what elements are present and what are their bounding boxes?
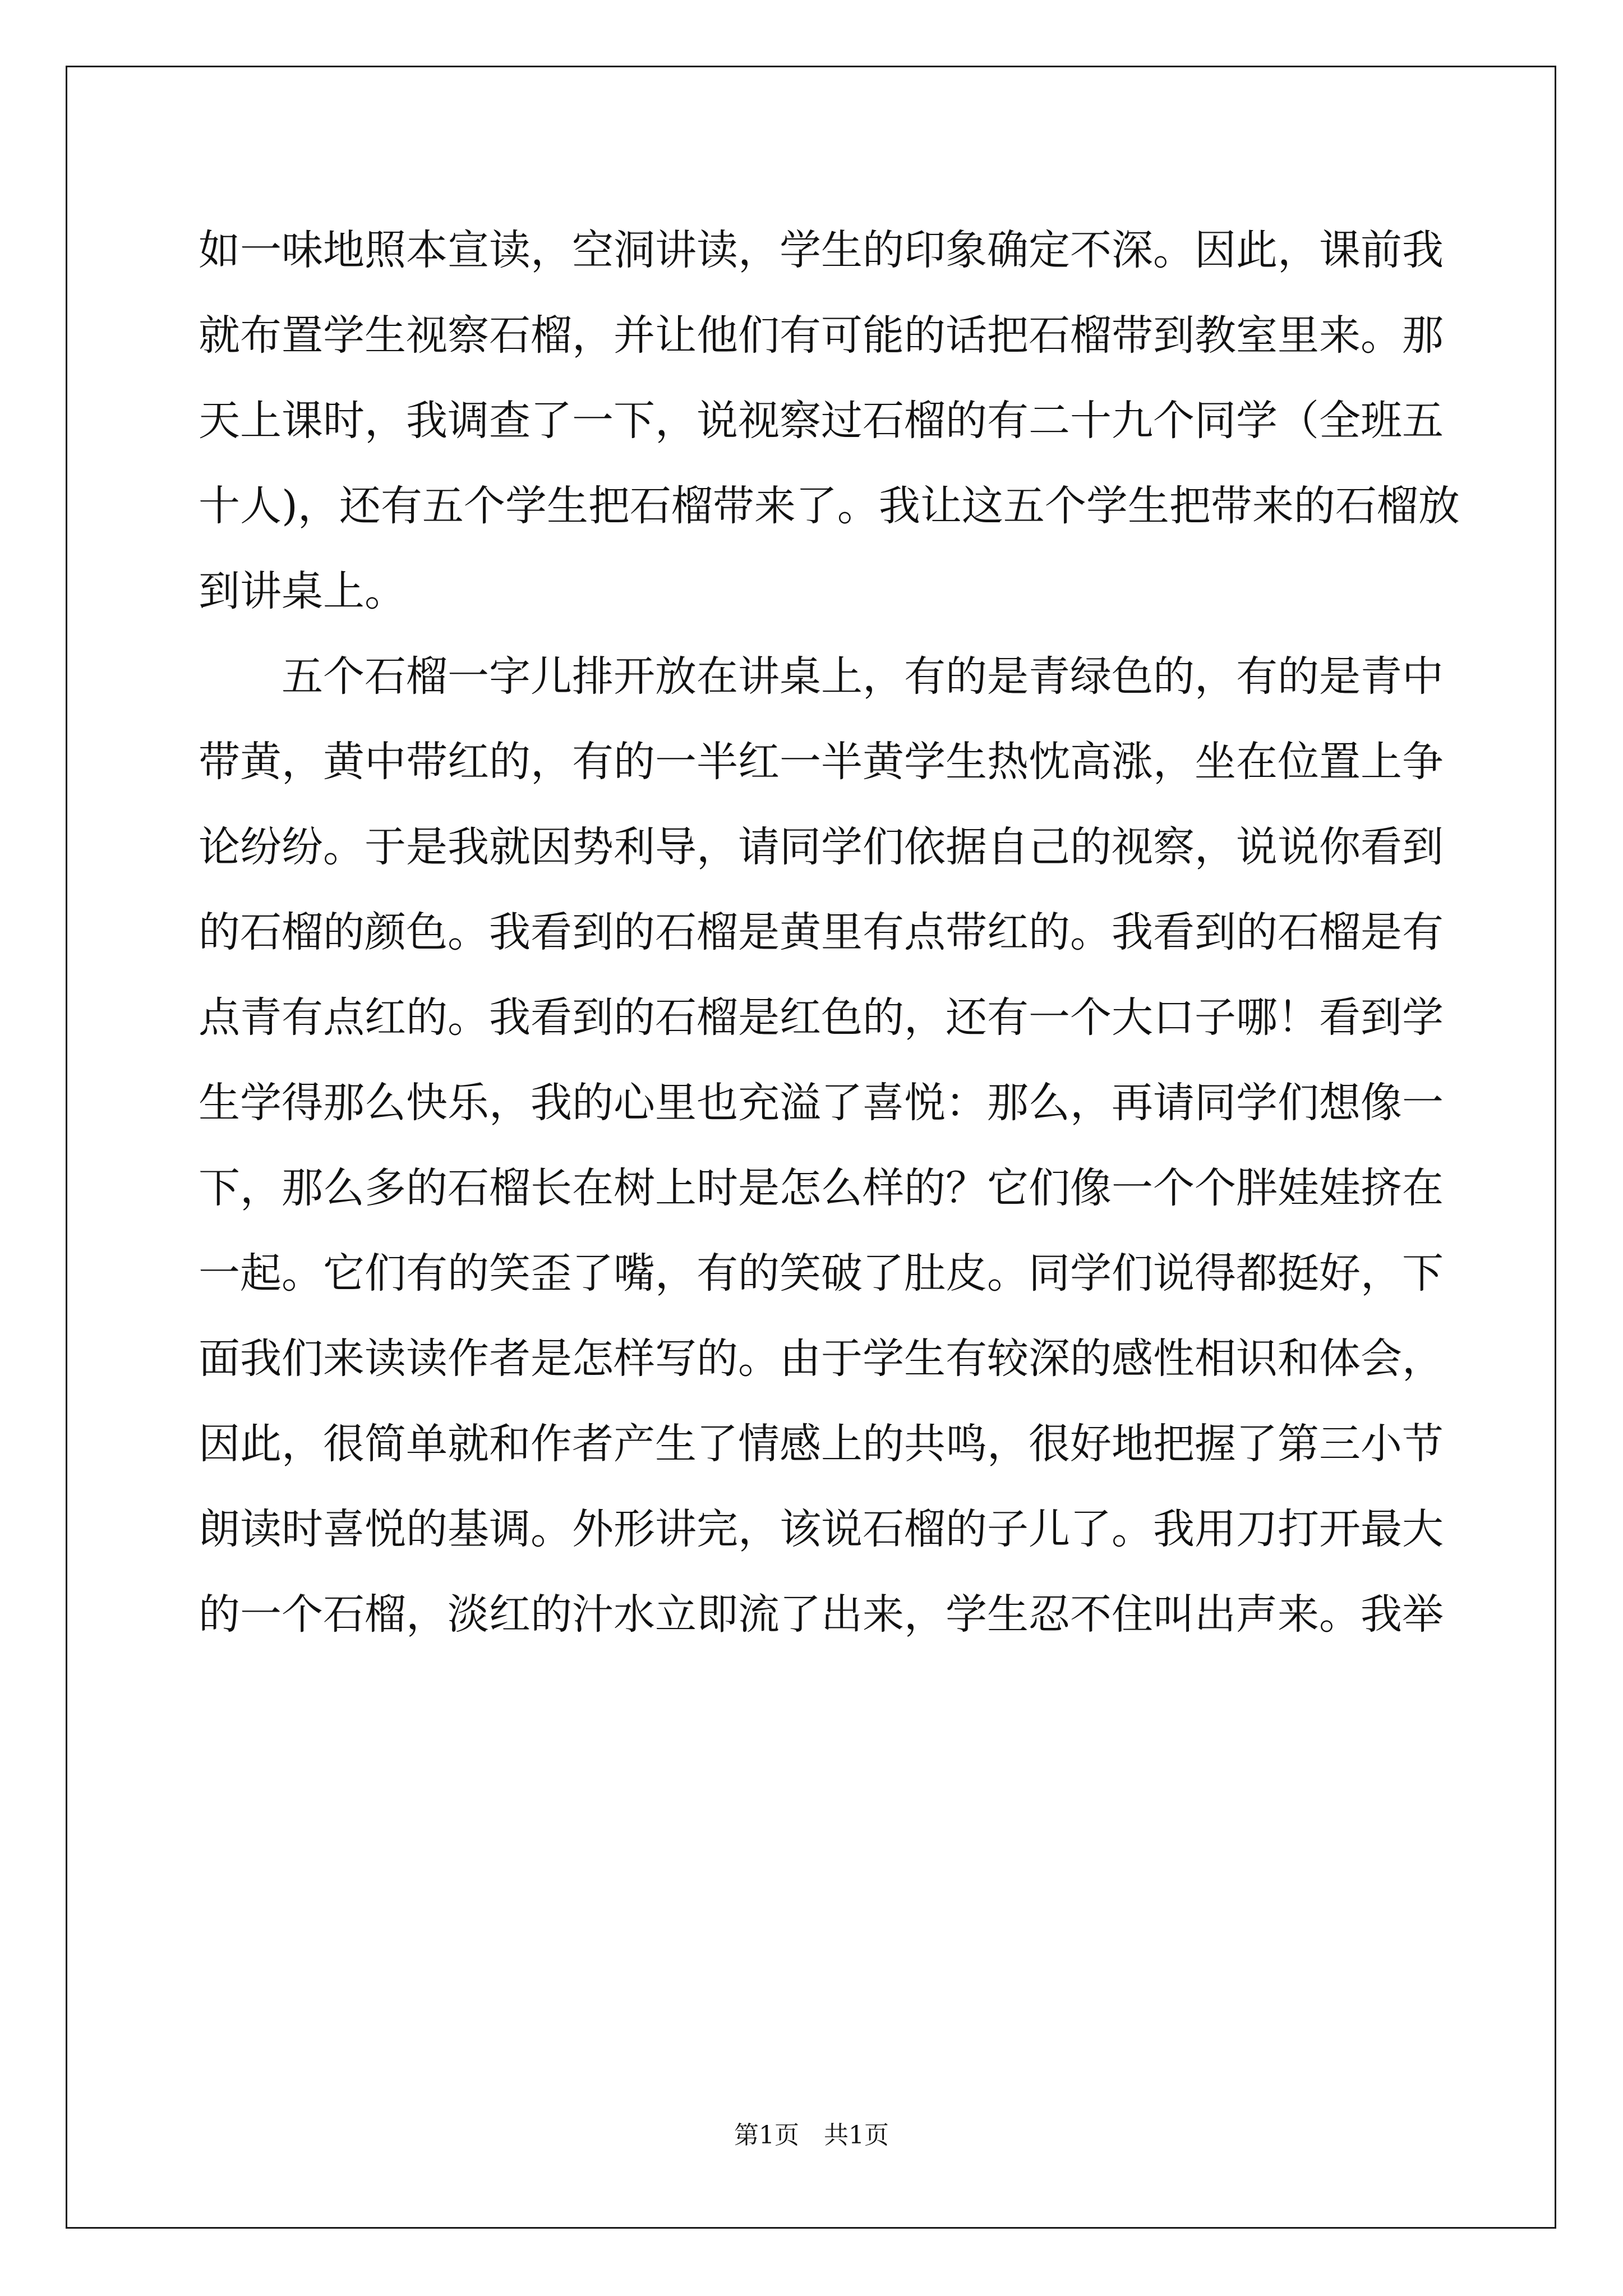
text-line: 如一味地照本宣读，空洞讲读，学生的印象确定不深。因此，课前我	[199, 226, 1444, 274]
text-line: 面我们来读读作者是怎样写的。由于学生有较深的感性相识和体会，	[199, 1335, 1444, 1383]
text-line: 生学得那么快乐，我的心里也充溢了喜悦：那么，再请同学们想像一	[199, 1079, 1444, 1127]
text-line: 因此，很简单就和作者产生了情感上的共鸣，很好地把握了第三小节	[199, 1420, 1444, 1468]
text-line: 到讲桌上。	[199, 567, 406, 615]
text-line: 带黄，黄中带红的，有的一半红一半黄学生热忱高涨，坐在位置上争	[199, 738, 1444, 786]
page-footer: 第1页 共1页	[734, 2121, 889, 2150]
text-line: 的石榴的颜色。我看到的石榴是黄里有点带红的。我看到的石榴是有	[199, 908, 1444, 956]
text-line: 下，那么多的石榴长在树上时是怎么样的？它们像一个个胖娃娃挤在	[199, 1164, 1444, 1212]
text-line: 点青有点红的。我看到的石榴是红色的，还有一个大口子哪！看到学	[199, 993, 1444, 1042]
text-line: 朗读时喜悦的基调。外形讲完，该说石榴的子儿了。我用刀打开最大	[199, 1505, 1444, 1553]
text-line: 的一个石榴，淡红的汁水立即流了出来，学生忍不住叫出声来。我举	[199, 1590, 1444, 1639]
document-body	[199, 208, 1460, 1657]
text-line: 论纷纷。于是我就因势利导，请同学们依据自己的视察，说说你看到	[199, 823, 1444, 871]
text-line: 十人)，还有五个学生把石榴带来了。我让这五个学生把带来的石榴放	[199, 482, 1460, 530]
text-line: 一起。它们有的笑歪了嘴，有的笑破了肚皮。同学们说得都挺好，下	[199, 1249, 1444, 1297]
text-line: 五个石榴一字儿排开放在讲桌上，有的是青绿色的，有的是青中	[199, 652, 1444, 701]
text-line: 天上课时，我调查了一下，说视察过石榴的有二十九个同学（全班五	[199, 397, 1444, 445]
text-line: 就布置学生视察石榴，并让他们有可能的话把石榴带到教室里来。那	[199, 311, 1444, 360]
